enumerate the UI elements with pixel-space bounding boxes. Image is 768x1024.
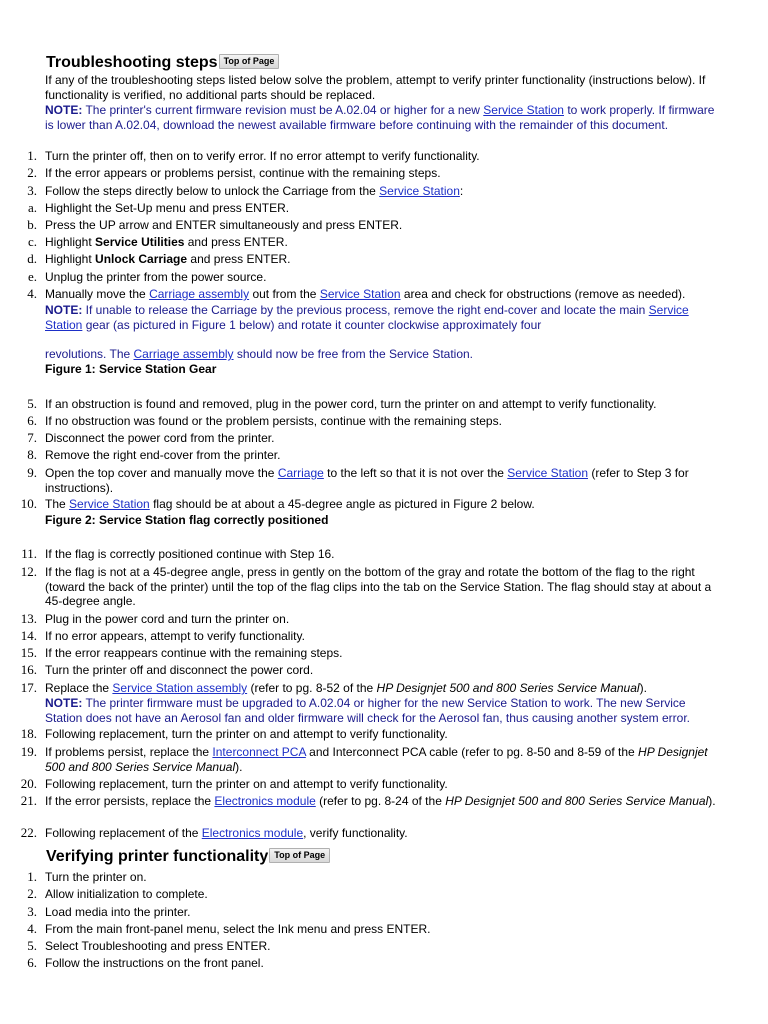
substep-letter: b. — [27, 217, 37, 232]
service-station-link[interactable]: Service Station — [483, 103, 564, 117]
service-station-link[interactable]: Service Station — [507, 466, 588, 480]
step-text: The Service Station flag should be at about a 45-degree angle as pictured in Figure 2 below. — [45, 497, 535, 511]
step-text: Follow the steps directly below to unlock the Carriage from the Service Station: — [45, 184, 464, 198]
note-label: NOTE: — [45, 103, 83, 117]
step-text: Disconnect the power cord from the printer. — [45, 431, 275, 445]
step-number: 13. — [20, 611, 37, 626]
step-text: Highlight Service Utilities and press ENTER. — [45, 235, 288, 249]
step-text: Manually move the Carriage assembly out from the Service Station area and check for obstructions (remove as needed). — [45, 287, 686, 301]
step-number: 20. — [20, 776, 37, 791]
step-text: Highlight Unlock Carriage and press ENTER. — [45, 252, 291, 266]
step-text: Press the UP arrow and ENTER simultaneously and press ENTER. — [45, 218, 403, 232]
substep-letter: c. — [27, 234, 37, 249]
step-number: 3. — [27, 904, 37, 919]
step-text: If no obstruction was found or the problem persists, continue with the remaining steps. — [45, 414, 502, 428]
step-number: 19. — [20, 744, 37, 759]
step-number: 16. — [20, 662, 37, 677]
step-4-note: NOTE: If unable to release the Carriage by the previous process, remove the right end-cover and locate the main Service Station gear (as pictured in Figure 1 below) and rotate it counter clockwise approximately four — [45, 303, 689, 332]
service-station-link[interactable]: Service Station — [379, 184, 460, 198]
step-number: 5. — [27, 396, 37, 411]
step-number: 4. — [27, 286, 37, 301]
step-text: Open the top cover and manually move the Carriage to the left so that it is not over the Service Station (refer to Step 3 for instructions). — [45, 466, 689, 495]
substep-letter: a. — [27, 200, 37, 215]
step-text: If an obstruction is found and removed, plug in the power cord, turn the printer on and attempt to verify functionality. — [45, 397, 657, 411]
note-label: NOTE: — [45, 303, 83, 317]
intro-paragraph: If any of the troubleshooting steps listed below solve the problem, attempt to verify printer functionality (instructions below). If functionality is verified, no additional parts should be replaced. — [45, 73, 706, 102]
step-4-continuation: revolutions. The Carriage assembly should now be free from the Service Station. — [45, 347, 474, 361]
step-number: 15. — [20, 645, 37, 660]
step-number: 6. — [27, 413, 37, 428]
electronics-module-link[interactable]: Electronics module — [214, 794, 316, 808]
step-text: Following replacement, turn the printer on and attempt to verify functionality. — [45, 777, 448, 791]
service-station-link[interactable]: Service Station — [69, 497, 150, 511]
top-of-page-button[interactable]: Top of Page — [269, 848, 330, 863]
interconnect-pca-link[interactable]: Interconnect PCA — [212, 745, 306, 759]
step-number: 3. — [27, 183, 37, 198]
step-number: 17. — [20, 680, 37, 695]
step-number: 10. — [20, 496, 37, 511]
electronics-module-link[interactable]: Electronics module — [201, 826, 304, 840]
step-text: Replace the Service Station assembly (refer to pg. 8-52 of the HP Designjet 500 and 800 Series Service Manual). — [45, 681, 647, 695]
step-number: 9. — [27, 465, 37, 480]
service-station-link[interactable]: Service Station — [319, 287, 401, 301]
step-text: From the main front-panel menu, select the Ink menu and press ENTER. — [45, 922, 431, 936]
service-station-link[interactable]: Service Station — [45, 303, 689, 332]
step-number: 2. — [27, 165, 37, 180]
step-text: Unplug the printer from the power source. — [45, 270, 267, 284]
note-text: to work properly. If firmware is lower than A.02.04, download the newest available firmware before continuing with the remainder of this document. — [45, 103, 715, 132]
service-station-assembly-link[interactable]: Service Station assembly — [112, 681, 248, 695]
step-text: Turn the printer on. — [45, 870, 147, 884]
step-text: If the error reappears continue with the remaining steps. — [45, 646, 343, 660]
step-text: If problems persist, replace the Interconnect PCA and Interconnect PCA cable (refer to pg. 8-50 and 8-59 of the HP Designjet 500 and 800 Series Service Manual). — [45, 745, 708, 774]
step-text: Turn the printer off, then on to verify error. If no error attempt to verify functionality. — [45, 149, 480, 163]
step-text: Allow initialization to complete. — [45, 887, 208, 901]
step-number: 1. — [27, 869, 37, 884]
substep-letter: d. — [27, 251, 37, 266]
step-text: Plug in the power cord and turn the printer on. — [45, 612, 290, 626]
step-17-note: NOTE: The printer firmware must be upgraded to A.02.04 or higher for the new Service Station to work. The new Service Station does not have an Aerosol fan and older firmware will check for the Aerosol fan, thus causing another system error. — [45, 696, 691, 725]
carriage-link[interactable]: Carriage — [277, 466, 324, 480]
step-text: Select Troubleshooting and press ENTER. — [45, 939, 271, 953]
step-number: 12. — [20, 564, 37, 579]
figure-2-caption: Figure 2: Service Station flag correctly positioned — [45, 513, 329, 527]
step-number: 11. — [21, 546, 37, 561]
step-text: If the flag is correctly positioned continue with Step 16. — [45, 547, 335, 561]
step-text: If the flag is not at a 45-degree angle, press in gently on the bottom of the gray and rotate the bottom of the flag to the right (toward the back of the printer) until the top of the flag clips into the tab on the Service Station. The flag should stay at about a 45-degree angle. — [45, 565, 712, 608]
note-label: NOTE: — [45, 696, 83, 710]
step-number: 6. — [27, 955, 37, 970]
step-text: Follow the instructions on the front panel. — [45, 956, 264, 970]
step-number: 21. — [20, 793, 37, 808]
step-text: If the error appears or problems persist, continue with the remaining steps. — [45, 166, 441, 180]
firmware-note — [45, 103, 725, 132]
step-text: If no error appears, attempt to verify functionality. — [45, 629, 305, 643]
step-text: Following replacement of the Electronics module, verify functionality. — [45, 826, 408, 840]
step-text: If the error persists, replace the Electronics module (refer to pg. 8-24 of the HP Designjet 500 and 800 Series Service Manual). — [45, 794, 716, 808]
section-title: Verifying printer functionality — [46, 848, 269, 865]
carriage-assembly-link[interactable]: Carriage assembly — [133, 347, 234, 361]
step-text: Load media into the printer. — [45, 905, 191, 919]
step-number: 1. — [27, 148, 37, 163]
step-text: Turn the printer off and disconnect the power cord. — [45, 663, 314, 677]
step-number: 14. — [20, 628, 37, 643]
top-of-page-button[interactable]: Top of Page — [219, 54, 280, 69]
section-heading-verifying — [46, 848, 330, 866]
section-heading-troubleshooting — [46, 54, 279, 72]
step-text: Following replacement, turn the printer on and attempt to verify functionality. — [45, 727, 448, 741]
step-text: Highlight the Set-Up menu and press ENTER. — [45, 201, 290, 215]
step-number: 5. — [27, 938, 37, 953]
step-number: 2. — [27, 886, 37, 901]
step-number: 7. — [27, 430, 37, 445]
step-number: 18. — [20, 726, 37, 741]
step-number: 22. — [20, 825, 37, 840]
step-number: 8. — [27, 447, 37, 462]
step-text: Remove the right end-cover from the printer. — [45, 448, 281, 462]
carriage-assembly-link[interactable]: Carriage assembly — [149, 287, 250, 301]
substep-letter: e. — [27, 269, 37, 284]
note-text: The printer's current firmware revision must be A.02.04 or higher for a new — [82, 103, 484, 117]
section-title: Troubleshooting steps — [46, 54, 218, 71]
step-number: 4. — [27, 921, 37, 936]
figure-1-caption: Figure 1: Service Station Gear — [45, 362, 217, 376]
